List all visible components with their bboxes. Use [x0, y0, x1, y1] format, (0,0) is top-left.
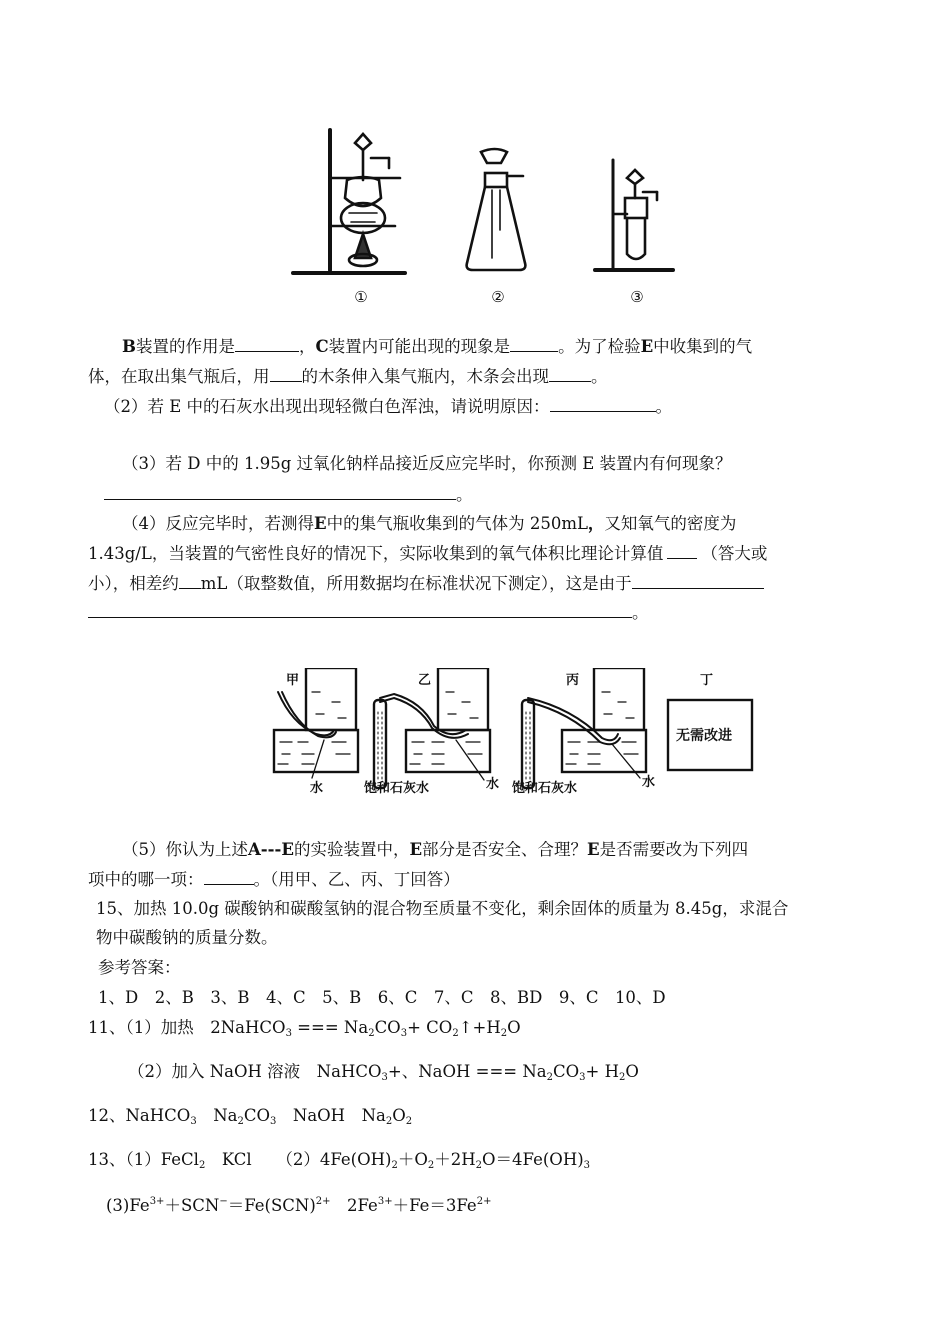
answer-12: 12、NaHCO$_3$ $Na_2CO_3$ NaOH $Na_2O_2$: [88, 1106, 413, 1127]
blank-wood-splint[interactable]: [270, 364, 302, 382]
option-yi-label: 乙: [418, 673, 432, 688]
answer-13-part-1-2: 13、（1）FeCl$_2$ KCl $(2)4Fe(OH)_2+O_2+2H_2O=4Fe(OH)_3$: [88, 1150, 591, 1171]
e-test-question-line: 体，在取出集气瓶后，用 的木条伸入集气瓶内，木条会出现 。: [88, 364, 608, 389]
question-5-line-2: 项中的哪一项： 。（用甲、乙、丙、丁回答）: [88, 867, 460, 892]
question-4-line-4: 。: [88, 600, 649, 625]
figure1-label-3: ③: [630, 288, 644, 306]
label-water-3: 水: [642, 775, 656, 790]
question-4-line-3: 小），相差约 mL（取整数值，所用数据均在标准状况下测定），这是由于: [88, 571, 764, 596]
label-limewater-2: 饱和石灰水: [512, 781, 578, 796]
blank-splint-result[interactable]: [549, 364, 591, 382]
collection-options-figure: [272, 668, 762, 798]
question-5-line-1: （5）你认为上述A---E的实验装置中，E部分是否安全、合理？E是否需要改为下列四: [122, 840, 749, 859]
b-c-question-line: B装置的作用是 ，C装置内可能出现的现象是 。为了检验E中收集到的气: [122, 334, 752, 359]
label-limewater-1: 饱和石灰水: [364, 781, 430, 796]
question-15-line-2: 物中碳酸钠的质量分数。: [96, 928, 278, 947]
answers-multiple-choice: 1、D 2、B 3、B 4、C 5、B 6、C 7、C 8、BD 9、C 10、D: [98, 988, 666, 1007]
blank-q4-reason-cont[interactable]: [88, 600, 632, 618]
answer-13-part-3: $(3)Fe^{3+}+SCN^-=Fe(SCN)^{2+}$ $2Fe^{3+}+Fe=3Fe^{2+}$: [106, 1196, 492, 1215]
figure1-label-1: ①: [354, 288, 368, 306]
question-3-answer-line: 。: [104, 482, 473, 507]
question-15-line-1: 15、加热 10.0g 碳酸钠和碳酸氢钠的混合物至质量不变化，剩余固体的质量为 8.45g，求混合: [96, 899, 789, 918]
figure1-label-2: ②: [491, 288, 505, 306]
answers-heading: 参考答案：: [98, 958, 181, 977]
apparatus-figure-1: [285, 118, 680, 310]
question-4-line-1: （4）反应完毕时，若测得E中的集气瓶收集到的气体为 250mL，又知氧气的密度为: [122, 514, 737, 533]
option-jia-label: 甲: [286, 673, 300, 688]
blank-q5-choice[interactable]: [204, 867, 254, 885]
answer-11-part-2: （2）加入 NaOH 溶液 NaHCO$_3$+、NaOH === $Na_2CO_3+ H_2O$: [128, 1062, 639, 1083]
label-water-2: 水: [486, 777, 500, 792]
answer-11-part-1: 11、（1）加热 2NaHCO$_3$ === $Na_2CO_3+$ $CO_2↑+H_2O$: [88, 1018, 521, 1039]
blank-q4-difference[interactable]: [179, 571, 201, 589]
blank-b-purpose[interactable]: [235, 334, 299, 352]
question-3: （3）若 D 中的 1.95g 过氧化钠样品接近反应完毕时，你预测 E 装置内有何现象？: [122, 454, 732, 473]
option-ding-text: 无需改进: [676, 728, 732, 744]
blank-q4-reason[interactable]: [632, 571, 764, 589]
option-bing-label: 丙: [566, 673, 580, 688]
question-4-line-2: 1.43g/L，当装置的气密性良好的情况下，实际收集到的氧气体积比理论计算值 （答大或: [88, 541, 767, 566]
blank-q2-reason[interactable]: [550, 394, 656, 412]
question-2: （2）若 E 中的石灰水出现出现轻微白色浑浊，请说明原因： 。: [104, 394, 672, 419]
blank-q4-larger-smaller[interactable]: [667, 541, 697, 559]
label-water-1: 水: [310, 781, 324, 796]
blank-q3-answer[interactable]: [104, 482, 456, 500]
option-ding-label: 丁: [700, 673, 714, 688]
blank-c-phenomenon[interactable]: [510, 334, 558, 352]
